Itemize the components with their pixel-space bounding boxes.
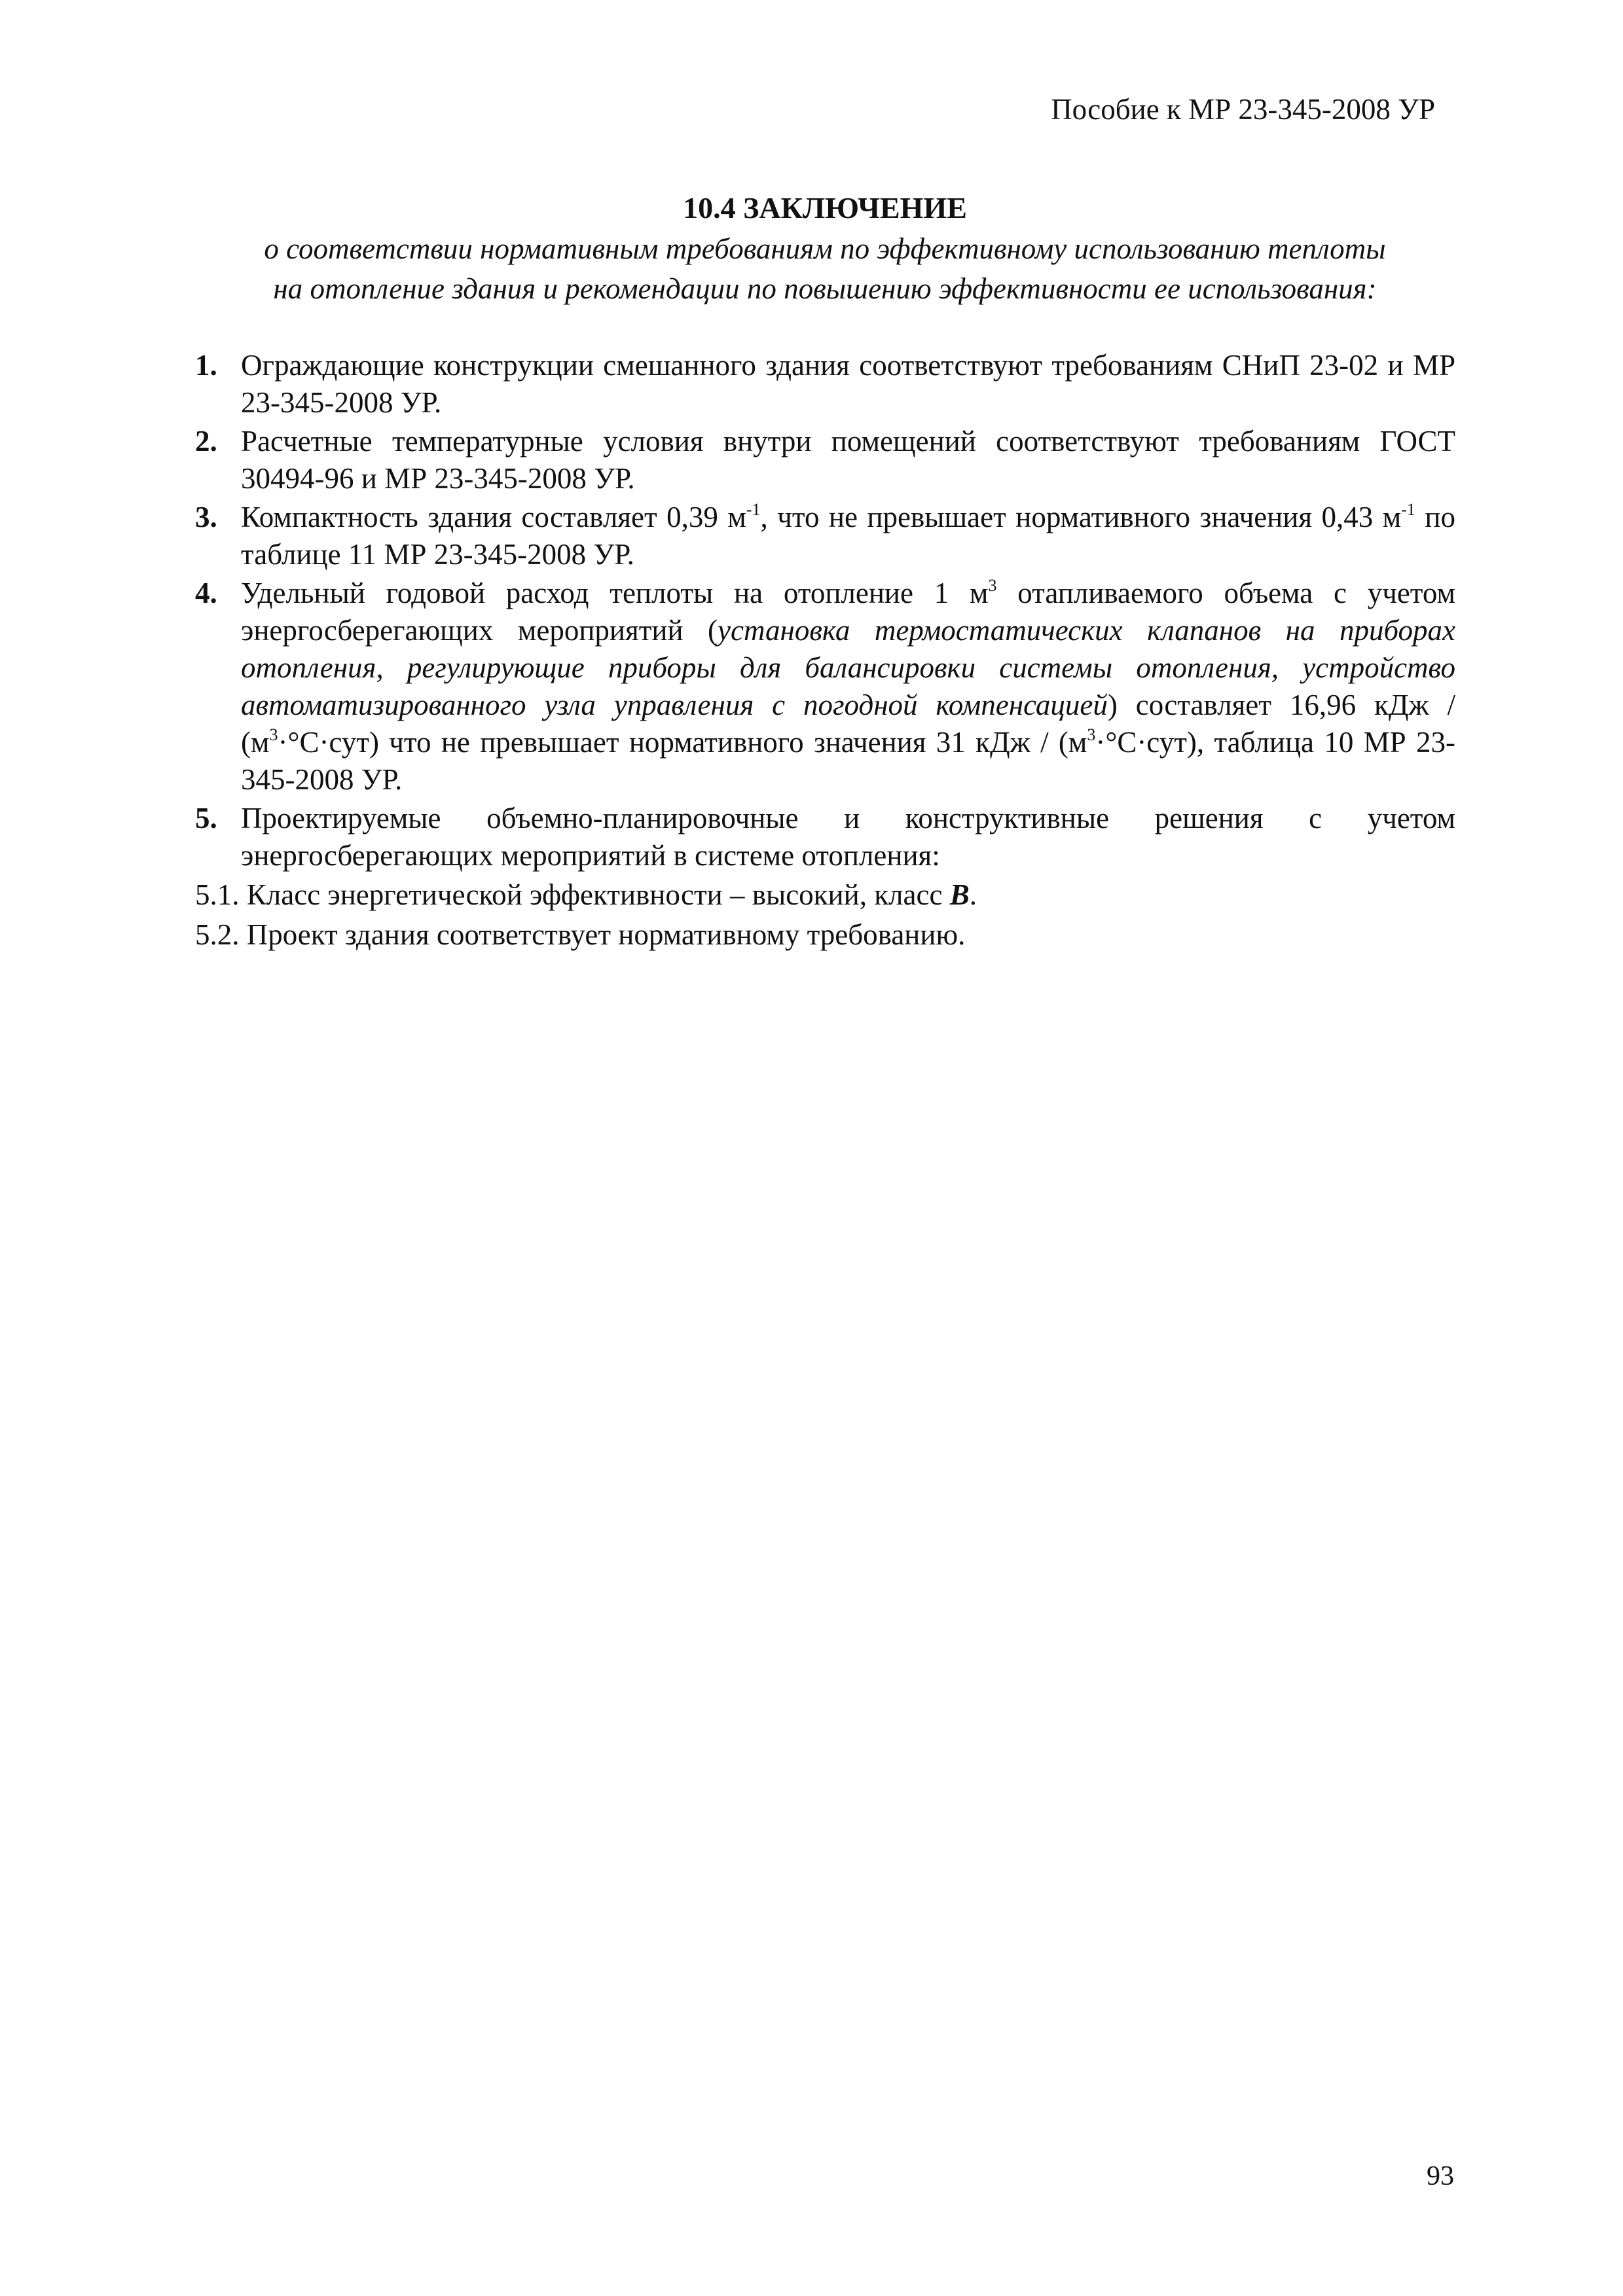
list-item-3 — [195, 499, 1455, 573]
superscript: 3 — [269, 725, 278, 744]
sub-item-5-2 — [195, 916, 1455, 954]
list-item-5 — [195, 800, 1455, 874]
item-text: Проектируемые объемно-планировочные и конструктивные решения с учетом энергосберегающих мероприятий в системе отопления: — [241, 802, 1455, 872]
item-number: 4. — [195, 577, 217, 609]
conclusion-list — [195, 347, 1455, 956]
page-number: 93 — [1427, 2161, 1454, 2191]
section-title: 10.4 ЗАКЛЮЧЕНИЕ — [683, 191, 967, 224]
item-number: 5. — [195, 802, 217, 834]
superscript: -1 — [746, 500, 761, 519]
list-item-1 — [195, 347, 1455, 422]
subtitle-line-2: на отопление здания и рекомендации по повышению эффективности ее использования: — [273, 272, 1377, 305]
item-text-part: ·°С·сут), таблица 10 МР 23-345-2008 УР. — [241, 726, 1455, 796]
sub-item-tail: . — [969, 878, 977, 911]
item-text-part: , что не превышает нормативного значения 0,43 м — [760, 501, 1402, 533]
superscript: -1 — [1401, 500, 1415, 519]
sub-item-text: 5.1. Класс энергетической эффективности – высокий, класс — [195, 878, 950, 911]
running-header: Пособие к МР 23-345-2008 УР — [1051, 93, 1435, 126]
item-number: 1. — [195, 349, 217, 382]
superscript: 3 — [1087, 725, 1096, 744]
measures-italic: установка термостатических клапанов на приборах отопления, регулирующие приборы для балансировки системы отопления, устройство автоматизированного узла управления с погодной компенсацией — [241, 614, 1456, 721]
sub-item-5-1 — [195, 876, 1455, 914]
item-text-part: ) составляет 16,96 кДж / (м — [241, 689, 1455, 759]
item-text-part: Компактность здания составляет 0,39 м — [241, 501, 746, 533]
item-text: Ограждающие конструкции смешанного здания соответствуют требованиям СНиП 23-02 и МР 23-345-2008 УР. — [241, 349, 1455, 419]
item-text-part: Удельный годовой расход теплоты на отопление 1 м — [241, 577, 989, 609]
energy-class: В — [949, 878, 970, 911]
subtitle-line-1: о соответствии нормативным требованиям по эффективному использованию теплоты — [264, 232, 1386, 265]
item-number: 3. — [195, 501, 217, 533]
item-text-part: ·°С·сут) что не превышает нормативного значения 31 кДж / (м — [278, 726, 1087, 759]
item-text: Расчетные температурные условия внутри помещений соответствуют требованиям ГОСТ 30494-96 и МР 23-345-2008 УР. — [241, 425, 1455, 495]
sub-item-text: 5.2. Проект здания соответствует нормативному требованию. — [195, 918, 966, 951]
list-item-4 — [195, 575, 1455, 798]
item-text-part: отапливаемого объема с учетом энергосберегающих мероприятий ( — [241, 577, 1455, 647]
item-text-part: по таблице 11 МР 23-345-2008 УР. — [241, 501, 1455, 571]
list-item-2 — [195, 423, 1455, 497]
superscript: 3 — [988, 576, 997, 595]
item-number: 2. — [195, 425, 217, 457]
section-subtitle — [196, 229, 1453, 309]
